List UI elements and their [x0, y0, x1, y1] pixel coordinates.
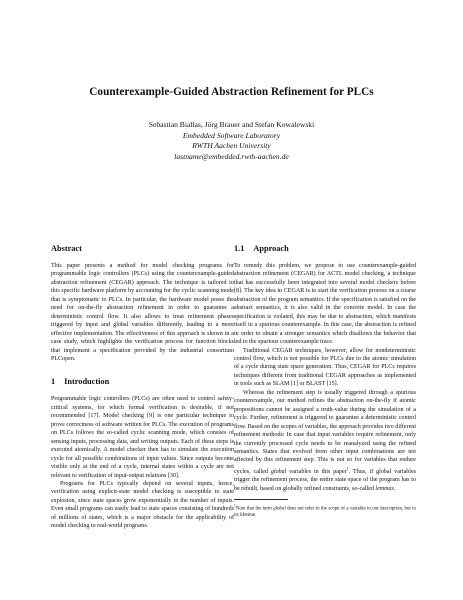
footnote-global: global — [273, 506, 286, 512]
author-names: Sebastian Biallas, Jörg Brauer and Stefan Kowalewski — [148, 120, 315, 129]
footnote-rule — [234, 499, 288, 500]
approach-heading-text: Approach — [253, 244, 289, 253]
footnote-reference: 1 — [346, 465, 349, 471]
approach-heading — [234, 244, 416, 254]
footnote — [234, 503, 416, 519]
approach-p3-global: global — [270, 468, 287, 475]
approach-paragraph-1: To remedy this problem, we propose to use counterexample-guided abstraction refinement (CEGAR) for ACTL model checking, a technique that has successfully been integrated into several model checkers before [8]. The key idea in CEGAR is to start the verification process on a coarse abstraction of the program semantics. If the specification is satisfied on the abstract semantics, it is also valid in the concrete model. In case the specification is violated, this may be due to abstraction, which manifests itself in a spurious counterexample. In this case, the abstraction is refined in order to obtain a stronger semantics which disallows the behavior that led to the spurious counterexample trace. — [234, 263, 416, 346]
approach-p3-part-c: . Thus, if global variables trigger the refinement process, the entire state space of the program has to be rebuilt, based on globally refined constraints, so-called — [234, 468, 416, 492]
footnote-part-a: Note that the term — [235, 506, 272, 512]
affiliation-university: RWTH Aachen University — [192, 141, 271, 150]
intro-heading — [51, 377, 234, 387]
left-column — [51, 244, 234, 531]
paper-title: Counterexample-Guided Abstraction Refinement for PLCs — [89, 86, 374, 98]
intro-section-number: 1 — [51, 377, 56, 387]
footnote-part-b: does not refer to the scope of a variable in our description, but to its lifetime. — [234, 506, 416, 519]
author-email: lastname@embedded.rwth-aachen.de — [174, 151, 289, 161]
intro-heading-text: Introduction — [64, 377, 110, 387]
approach-p3-part-a: Whereas the refinement step is usually triggered through a spurious counterexample, our method refines the abstraction on-the-fly if atomic propositions cannot be assigned a truth-value during the simulation of a cycle. Further, refinement is triggered to guarantee a deterministic control flow. Based on the scopes of variables, the approach provides two different refinement methods: In case that input variables require refinement, only the currently processed cycle needs to be reanalyzed using the refined semantics. States that evolved from other input combinations are not affected by this refinement step. This is not so for variables that endure cycles, called — [234, 389, 416, 475]
right-column — [234, 244, 416, 519]
affiliation-lab: Embedded Software Laboratory — [182, 130, 281, 140]
approach-p3-end: . — [393, 485, 396, 492]
approach-p3-lemmas: lemmas — [375, 485, 394, 492]
approach-p3-part-b: variables in this paper — [289, 468, 347, 475]
abstract-text: This paper presents a method for model checking programs for programmable logic controllers (PLCs) using the counterexample-guided abstraction refinement (CEGAR) approach. The technique is tailored to this specific hardware platform by accounting for the cyclic scanning mode that is symptomatic to PLCs. In particular, the hardware model poses the need for on-the-fly abstraction refinement in order to guarantee a deterministic control flow. It also allows to treat refinement phases triggered by input and global variables differently, leading to a more effective implementation. The effectiveness of this approach is shown in a case study, which highlights the verification process for function blocks that implement a specification provided by the industrial consortium PLCopen. — [51, 263, 234, 362]
footnote-mark: 1 — [234, 504, 236, 509]
author-block — [0, 120, 463, 162]
intro-paragraph-1: Programmable logic controllers (PLCs) are often used to control safety-critical systems, for which formal verification is desirable, if not recommended [17]. Model checking [9] is one particular technique to prove correctness of software written for PLCs. The execution of programs on PLCs follows the so-called cyclic scanning mode, which consists of sensing inputs, processing data, and writing outputs. Each of these steps is executed atomically. A model checker then has to simulate the execution cycle for all possible combinations of input values. Since outputs become visible only at the end of a cycle, internal states within a cycle are not relevant to verification of input-output relations [30]. — [51, 396, 234, 479]
approach-paragraph-3 — [234, 389, 416, 493]
approach-paragraph-2: Traditional CEGAR techniques, however, allow for nondeterministic control flow, which is not possible for PLCs due to the atomic simulation of a cycle during state space generation. Thus, CEGAR for PLCs requires techniques different from traditional CEGAR approaches as implemented in tools such as SLAM [1] or BLAST [15]. — [234, 347, 416, 388]
abstract-heading — [51, 244, 234, 254]
intro-paragraph-2: Programs for PLCs typically depend on several inputs, hence, verification using explicit-state model checking is susceptible to state explosion, since state spaces grow exponentially in the number of inputs. Even small programs can easily lead to state spaces consisting of hundreds of millions of states, which is a major obstacle for the applicability of model checking to real-world programs. — [51, 480, 234, 530]
abstract-heading-text: Abstract — [51, 244, 82, 253]
approach-section-number: 1.1 — [234, 244, 245, 253]
